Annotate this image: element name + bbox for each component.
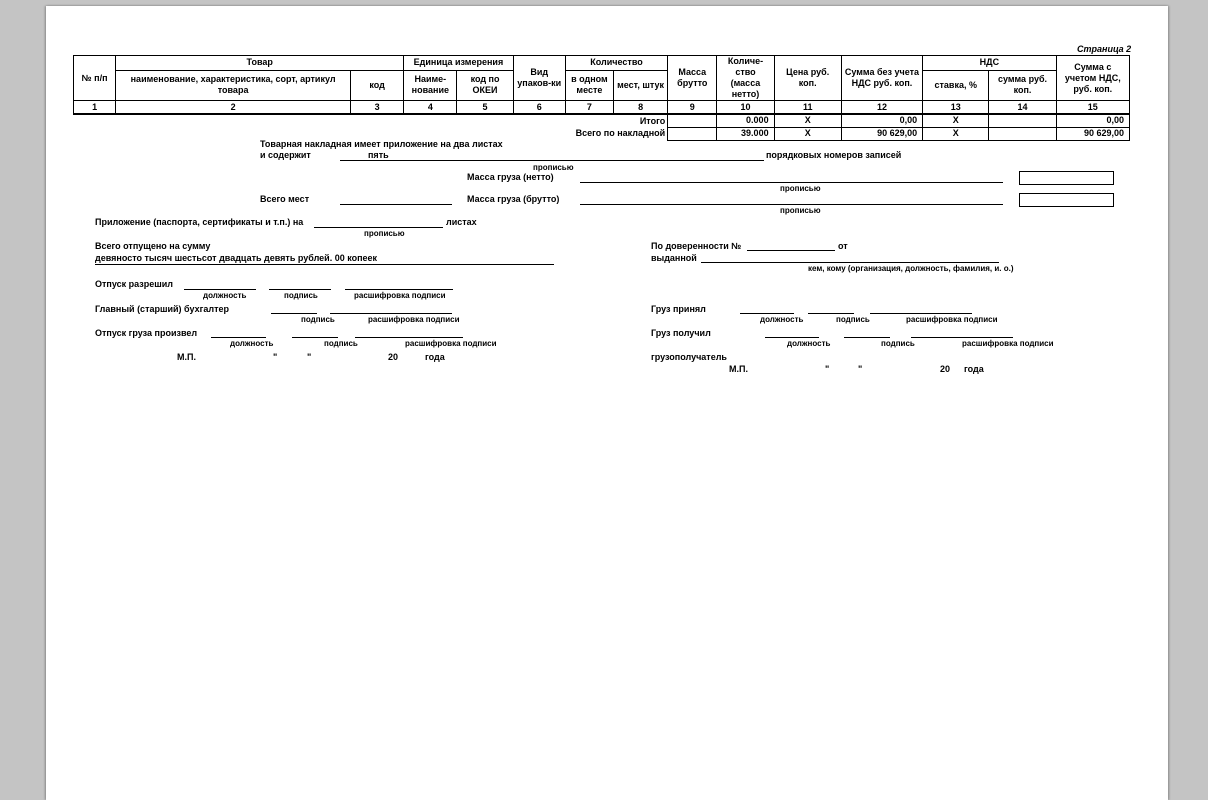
year-word: года [964, 364, 984, 374]
header-qty: Количество [565, 56, 667, 71]
header-pack: Вид упаков-ки [513, 56, 565, 101]
header-tovar-code: код [351, 70, 404, 100]
sign-line [184, 289, 256, 290]
itogo-sum-vat: 0,00 [1056, 114, 1129, 127]
header-qty-net: Количе-ство (масса нетто) [717, 56, 774, 101]
header-vat-rate: ставка, % [923, 70, 989, 100]
places-total-label: Всего мест [260, 194, 310, 204]
document-page [46, 6, 1168, 800]
header-price: Цена руб. коп. [774, 56, 841, 101]
total-price: X [774, 127, 841, 140]
page-number-label: Страница 2 [1077, 44, 1132, 54]
signature-decode-hint: расшифровка подписи [906, 315, 998, 324]
propisyu-hint: прописью [780, 184, 821, 193]
quote-open: " [825, 364, 830, 374]
signature-decode-hint: расшифровка подписи [962, 339, 1054, 348]
sign-line [911, 337, 1013, 338]
released-sum-line [95, 264, 554, 265]
sign-line [808, 313, 854, 314]
sign-line [211, 337, 266, 338]
appendix-text: Товарная накладная имеет приложение на два листах [260, 139, 503, 149]
sign-line [844, 337, 890, 338]
sign-line [345, 289, 453, 290]
release-allowed-label: Отпуск разрешил [95, 279, 173, 289]
signature-decode-hint: расшифровка подписи [405, 339, 497, 348]
issued-hint: кем, кому (организация, должность, фамилия, и. о.) [808, 264, 1014, 273]
chief-accountant-label: Главный (старший) бухгалтер [95, 304, 229, 314]
header-qty-pcs: мест, штук [614, 70, 668, 100]
propisyu-hint: прописью [780, 206, 821, 215]
header-no: № п/п [74, 56, 116, 101]
col-number: 5 [457, 101, 513, 115]
released-sum-words: девяносто тысяч шестьсот двадцать девять рублей. 00 копеек [95, 253, 378, 263]
attach-label: Приложение (паспорта, сертификаты и т.п.) на [95, 217, 304, 227]
itogo-vat-rate: X [923, 114, 989, 127]
signature-decode-hint: расшифровка подписи [354, 291, 446, 300]
col-number: 9 [668, 101, 717, 115]
position-hint: должность [787, 339, 831, 348]
col-number: 14 [989, 101, 1056, 115]
header-unit-name: Наиме-нование [404, 70, 457, 100]
header-mass: Масса брутто [668, 56, 717, 101]
header-tovar: Товар [116, 56, 404, 71]
header-unit-okei: код по ОКЕИ [457, 70, 513, 100]
sign-line [740, 313, 794, 314]
records-count-line [340, 160, 764, 161]
itogo-sum-novat: 0,00 [841, 114, 922, 127]
proxy-label: По доверенности № [651, 241, 742, 251]
col-number: 8 [614, 101, 668, 115]
signature-hint: подпись [301, 315, 335, 324]
total-label: Всего по накладной [575, 128, 666, 138]
contains-label: и содержит [260, 150, 311, 160]
proxy-number-line [747, 250, 835, 251]
mass-gross-box [1019, 193, 1114, 207]
sign-line [269, 289, 331, 290]
release-made-label: Отпуск груза произвел [95, 328, 198, 338]
year-prefix: 20 [388, 352, 399, 362]
places-total-line [340, 204, 452, 205]
quote-close: " [307, 352, 312, 362]
total-vat-sum [989, 127, 1056, 140]
header-sum-novat: Сумма без учета НДС руб. коп. [841, 56, 922, 101]
header-qty-place: в одном месте [565, 70, 613, 100]
itogo-label: Итого [639, 115, 666, 126]
sign-line [355, 337, 463, 338]
propisyu-hint: прописью [364, 229, 405, 238]
mp-label: М.П. [177, 352, 196, 362]
col-number: 10 [717, 101, 774, 115]
itogo-price: X [774, 114, 841, 127]
attach-suffix: листах [446, 217, 477, 227]
cargo-accepted-label: Груз принял [651, 304, 706, 314]
mass-net-line [580, 182, 1003, 183]
quote-close: " [858, 364, 863, 374]
col-number: 11 [774, 101, 841, 115]
col-number: 13 [923, 101, 989, 115]
signature-decode-hint: расшифровка подписи [368, 315, 460, 324]
col-number: 1 [74, 101, 116, 115]
issued-line [701, 262, 999, 263]
signature-hint: подпись [324, 339, 358, 348]
mass-gross-line [580, 204, 1003, 205]
mass-net-box [1019, 171, 1114, 185]
sign-line [271, 313, 317, 314]
total-sum-novat: 90 629,00 [841, 127, 922, 140]
position-hint: должность [760, 315, 804, 324]
itogo-vat-sum [989, 114, 1056, 127]
col-number: 15 [1056, 101, 1129, 115]
total-qty: 39.000 [717, 127, 774, 140]
signature-hint: подпись [836, 315, 870, 324]
header-tovar-name: наименование, характеристика, сорт, артикул товара [116, 70, 351, 100]
position-hint: должность [203, 291, 247, 300]
header-unit: Единица измерения [404, 56, 513, 71]
released-sum-label: Всего отпущено на сумму [95, 241, 211, 251]
itogo-row [74, 114, 1130, 127]
proxy-from: от [838, 241, 848, 251]
year-prefix: 20 [940, 364, 951, 374]
col-number: 4 [404, 101, 457, 115]
sign-line [765, 337, 819, 338]
col-number: 3 [351, 101, 404, 115]
sign-line [330, 313, 452, 314]
total-row [74, 127, 1130, 140]
mass-net-label: Масса груза (нетто) [467, 172, 554, 182]
signature-hint: подпись [881, 339, 915, 348]
header-vat: НДС [923, 56, 1057, 71]
sign-line [870, 313, 972, 314]
year-word: года [425, 352, 445, 362]
records-suffix: порядковых номеров записей [766, 150, 902, 160]
total-sum-vat: 90 629,00 [1056, 127, 1129, 140]
position-hint: должность [230, 339, 274, 348]
header-vat-sum: сумма руб. коп. [989, 70, 1056, 100]
goods-table [73, 55, 1130, 141]
col-number: 6 [513, 101, 565, 115]
col-number: 12 [841, 101, 922, 115]
cargo-received-label: Груз получил [651, 328, 711, 338]
attach-line [314, 227, 443, 228]
itogo-qty: 0.000 [717, 114, 774, 127]
total-vat-rate: X [923, 127, 989, 140]
sign-line [292, 337, 338, 338]
col-number: 7 [565, 101, 613, 115]
signature-hint: подпись [284, 291, 318, 300]
issued-label: выданной [651, 253, 697, 263]
col-number: 2 [116, 101, 351, 115]
quote-open: " [273, 352, 278, 362]
consignee-label: грузополучатель [651, 352, 727, 362]
header-sum-vat: Сумма с учетом НДС, руб. коп. [1056, 56, 1129, 101]
mp-label: М.П. [729, 364, 748, 374]
propisyu-hint: прописью [533, 163, 574, 172]
records-count: пять [368, 150, 389, 160]
mass-gross-label: Масса груза (брутто) [467, 194, 560, 204]
